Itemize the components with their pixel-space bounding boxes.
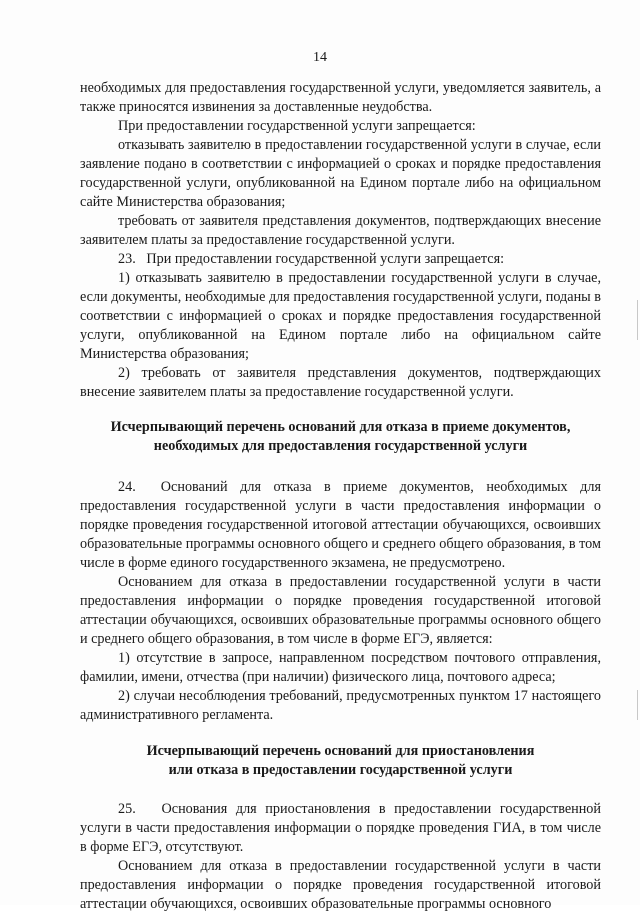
scan-edge-mark [637,300,638,340]
paragraph-group-middle [80,478,601,725]
paragraph: 23. При предоставлении государственной услуги запрещается: [118,251,505,267]
scan-edge-mark [637,690,638,720]
paragraph: 2) случаи несоблюдения требований, предусмотренных пунктом 17 настоящего административного регламента. [80,688,601,723]
paragraph: 1) отказывать заявителю в предоставлении государственной услуги в случае, если документы, необходимые для предоставления государственной услуги, поданы в соответствии с информацией о сроках и порядке предоставления государственной услуги, опубликованной на Едином портале либо на официальном сайте Министерства образования; [80,270,601,362]
heading-line: Исчерпывающий перечень оснований для отказа в приеме документов, [110,419,571,435]
section-heading-refusal-acceptance [80,418,601,456]
paragraph: Основанием для отказа в предоставлении государственной услуги в части предоставления информации о порядке проведения государственной итоговой аттестации обучающихся, освоивших образовательные программы основного общего и среднего общего образования, в том числе в форме ЕГЭ, является: [80,574,601,647]
paragraph: требовать от заявителя представления документов, подтверждающих внесение заявителем платы за предоставление государственной услуги. [80,213,601,248]
heading-line: или отказа в предоставлении государственной услуги [168,762,513,778]
paragraph: 25. Основания для приостановления в предоставлении государственной услуги в части предоставления информации о порядке проведения ГИА, в том числе в форме ЕГЭ, отсутствуют. [80,801,601,855]
paragraph-group-top [80,79,601,402]
paragraph-group-bottom [80,800,601,914]
paragraph: 2) требовать от заявителя представления документов, подтверждающих внесение заявителем платы за предоставление государственной услуги. [80,365,601,400]
heading-line: Исчерпывающий перечень оснований для приостановления [146,743,535,759]
paragraph: 1) отсутствие в запросе, направленном посредством почтового отправления, фамилии, имени, отчества (при наличии) физического лица, почтового адреса; [80,650,601,685]
section-heading-suspension-refusal [80,742,601,780]
paragraph: отказывать заявителю в предоставлении государственной услуги в случае, если заявление подано в соответствии с информацией о сроках и порядке предоставления государственной услуги, опубликованной на Едином портале либо на официальном сайте Министерства образования; [80,137,601,210]
paragraph: При предоставлении государственной услуги запрещается: [118,118,476,134]
paragraph: необходимых для предоставления государственной услуги, уведомляется заявитель, а также приносятся извинения за доставленные неудобства. [80,80,601,115]
paragraph: 24. Оснований для отказа в приеме документов, необходимых для предоставления государственной услуги в части предоставления информации о порядке проведения государственной итоговой аттестации обучающихся, освоивших образовательные программы основного общего и среднего общего образования, в том числе в форме единого государственного экзамена, не предусмотрено. [80,479,601,571]
paragraph: Основанием для отказа в предоставлении государственной услуги в части предоставления информации о порядке проведения государственной итоговой аттестации обучающихся, освоивших образовательные программы основного [80,858,601,912]
document-body [80,79,601,914]
page-number: 14 [313,50,327,65]
heading-line: необходимых для предоставления государственной услуги [153,438,528,454]
